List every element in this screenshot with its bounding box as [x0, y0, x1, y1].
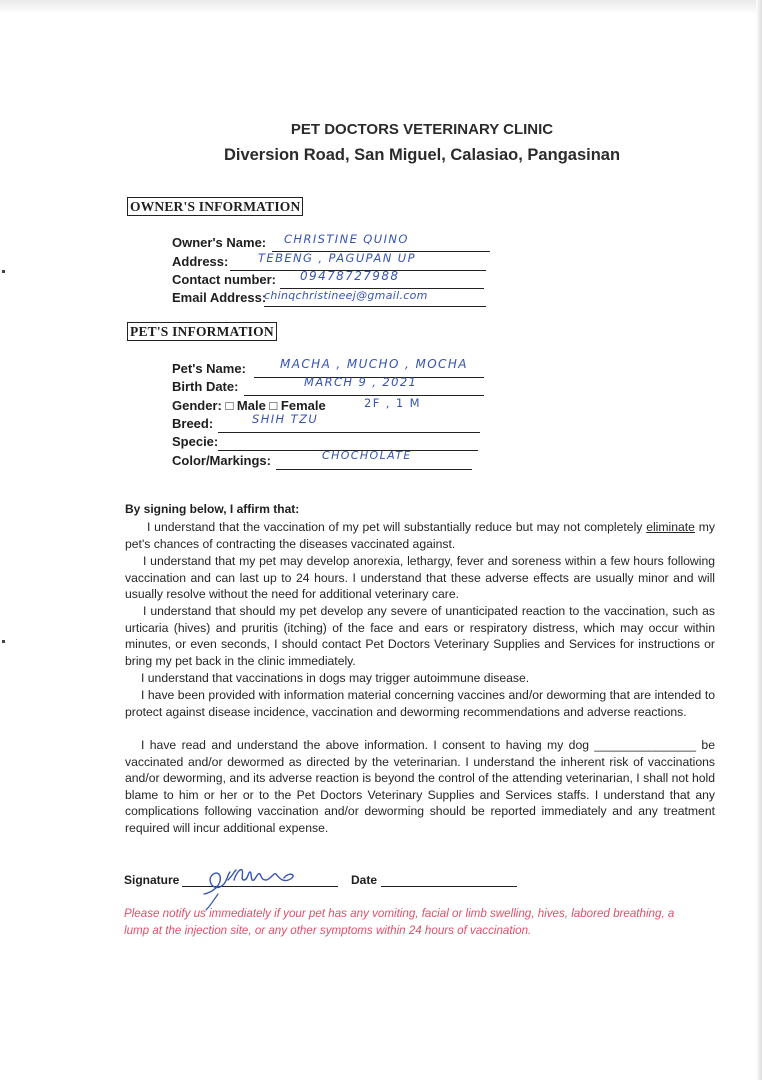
pet-section-title: PET'S INFORMATION	[127, 322, 277, 341]
color-markings-value: CHOCHOLATE	[322, 449, 412, 462]
underline	[276, 469, 472, 470]
affirmation-paragraph-6: I have read and understand the above information. I consent to having my dog _______________ be vaccinated and/or dewormed as directed by the veterinarian. I understand the inherent risk of vaccinations and/or deworming, and its adverse reaction is beyond the control of the attending veterinarian, I shall not hold blame to him or her or to the Pet Doctors Veterinary Supplies and Services staffs. I understand that any complications following vaccination and/or deworming should be reported immediately and any treatment required will incur additional expense.	[125, 738, 715, 835]
address-value: TEBENG , PAGUPAN UP	[258, 251, 416, 265]
field-label: Email Address:	[172, 290, 267, 305]
field-label: Breed:	[172, 416, 214, 431]
email-address-field[interactable]	[172, 289, 492, 307]
affirmation-paragraph-3: I understand that should my pet develop any severe of unanticipated reaction to the vaccination, such as urticaria (hives) and pruritis (itching) of the face and ears or respiratory distress, which may occur within minutes, or even seconds, I should contact Pet Doctors Veterinary Supplies and Services for instructions or bring my pet back in the clinic immediately.	[125, 604, 715, 668]
field-label: Pet's Name:	[172, 361, 246, 376]
signature-label: Signature	[124, 873, 180, 887]
owner-name-value: CHRISTINE QUINO	[284, 232, 409, 246]
date-label: Date	[351, 873, 378, 887]
affirmation-paragraph-1	[125, 519, 715, 552]
p1-lead: I understand that the vaccination of my pet will substantially reduce but may not completely	[147, 520, 643, 534]
affirmation-heading: By signing below, I affirm that:	[125, 502, 300, 516]
field-label: Specie:	[172, 434, 219, 449]
field-label: Contact number:	[172, 272, 276, 287]
gender-field[interactable]	[172, 397, 492, 415]
field-label: Address:	[172, 254, 229, 269]
p1-rest: my pet's chances of contracting the diseases vaccinated against.	[125, 520, 716, 551]
clinic-name: PET DOCTORS VETERINARY CLINIC	[290, 121, 554, 138]
contact-number-field[interactable]	[172, 271, 492, 289]
handwritten-signature	[184, 850, 314, 912]
clinic-address: Diversion Road, San Miguel, Calasiao, Pangasinan	[223, 146, 621, 164]
email-value: chinqchristineej@gmail.com	[264, 289, 428, 302]
date-line[interactable]	[381, 886, 517, 887]
owner-name-field[interactable]	[172, 234, 492, 252]
underline	[264, 306, 486, 307]
color-markings-field[interactable]	[172, 449, 492, 470]
scan-speck	[2, 640, 5, 643]
contact-number-value: 09478727988	[300, 269, 400, 283]
p1-underlined: eliminate	[646, 520, 695, 534]
field-label: Owner's Name:	[172, 235, 267, 250]
affirmation-paragraph-4: I understand that vaccinations in dogs may trigger autoimmune disease.	[141, 671, 530, 685]
breed-value: SHIH TZU	[252, 412, 319, 426]
scan-edge-top	[0, 0, 762, 14]
owner-section-title: OWNER'S INFORMATION	[127, 197, 303, 216]
gender-value: 2F , 1 M	[364, 396, 421, 410]
birth-date-field[interactable]	[172, 375, 492, 396]
field-label: Gender: □ Male □ Female	[172, 398, 326, 413]
affirmation-paragraph-5: I have been provided with information material concerning vaccines and/or deworming that are intended to protect against disease incidence, vaccination and deworming recommendations and adverse reactions.	[125, 688, 715, 719]
field-label: Color/Markings:	[172, 453, 271, 468]
scan-speck	[2, 270, 5, 273]
field-label: Birth Date:	[172, 379, 239, 394]
pet-name-value: MACHA , MUCHO , MOCHA	[280, 357, 468, 371]
affirmation-paragraph-2: I understand that my pet may develop anorexia, lethargy, fever and soreness within a few hours following vaccination and can last up to 24 hours. I understand that these adverse effects are usually minor and will usually resolve without the need for additional veterinary care.	[125, 554, 715, 602]
post-vaccination-notice: Please notify us immediately if your pet has any vomiting, facial or limb swelling, hives, labored breathing, a lump at the injection site, or any other symptoms within 24 hours of vaccination.	[124, 907, 675, 937]
breed-field[interactable]	[172, 412, 492, 433]
birth-date-value: MARCH 9 , 2021	[304, 375, 418, 389]
